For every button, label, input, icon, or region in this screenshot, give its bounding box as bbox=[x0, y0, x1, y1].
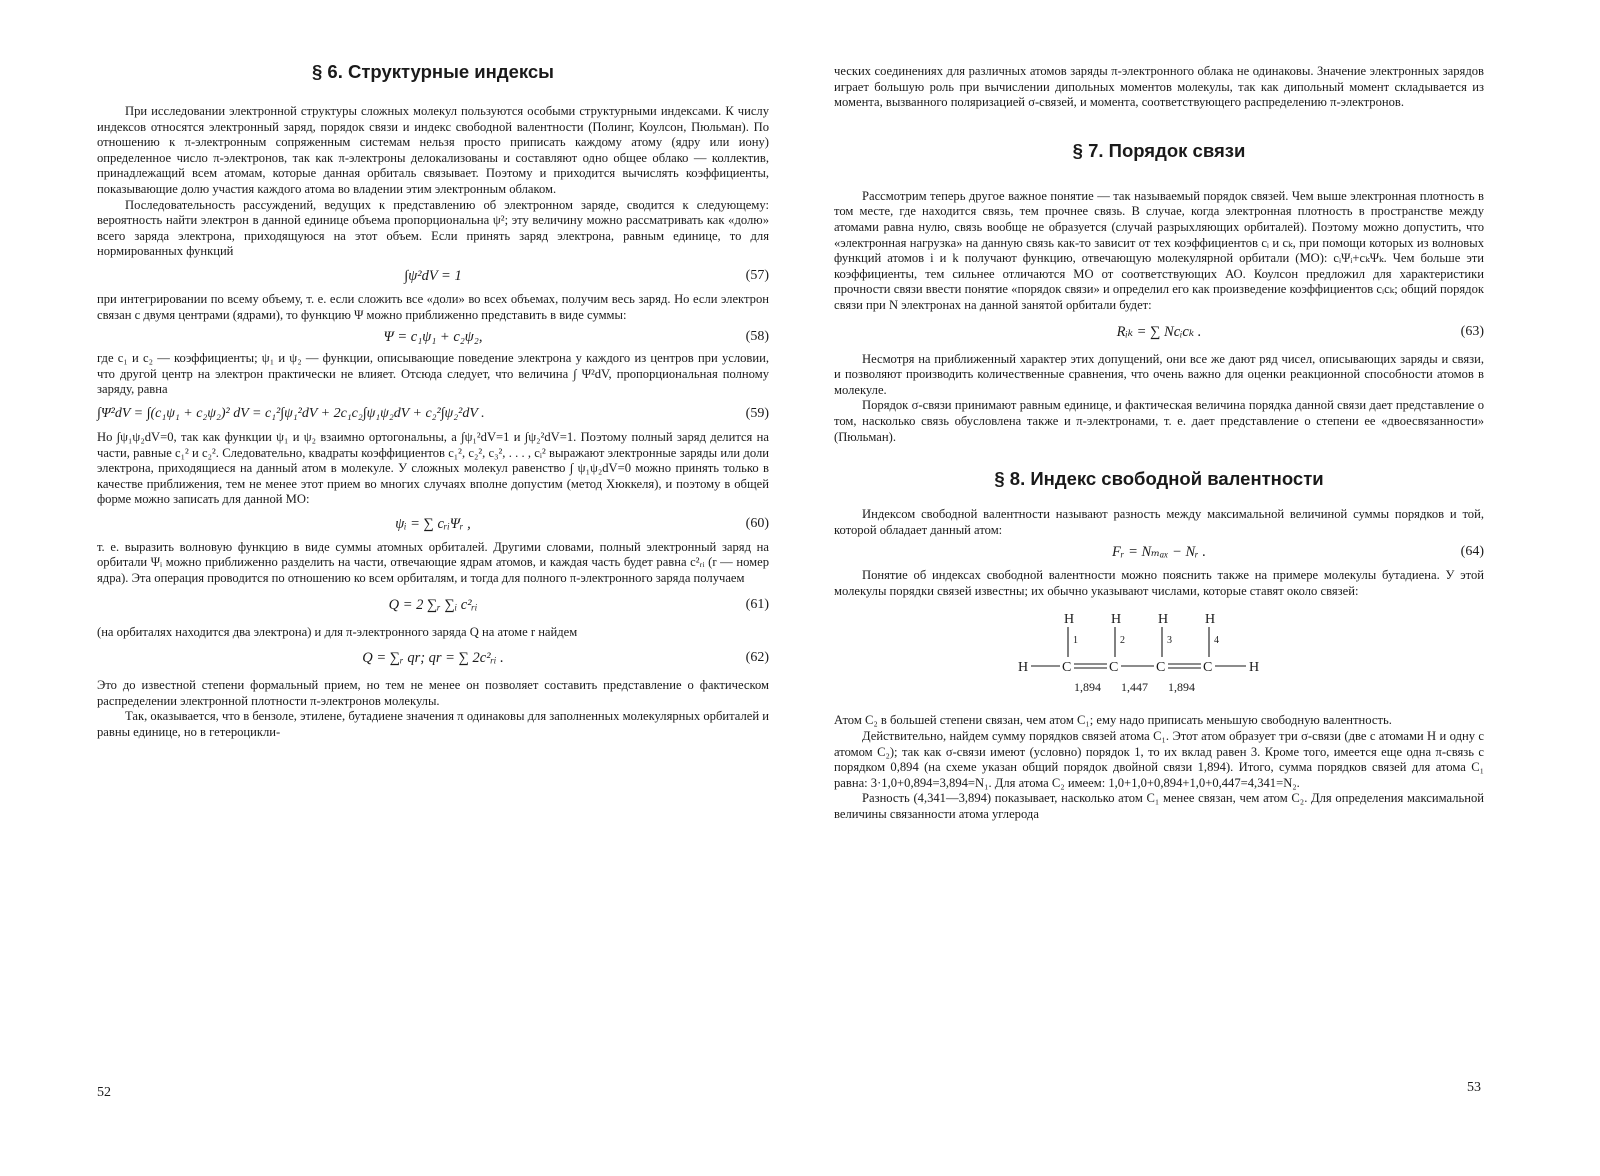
paragraph: Последовательность рассуждений, ведущих к представлению об электронном заряде, сводится к следующему: вероятность найти электрон в данной единице объема пропорциональна ψ²; эту величину можно рассматривать как «долю» всего заряда электрона, приходящуюся на этот объем. Если принять заряд электрона, равным единице, то для нормированных функций bbox=[97, 197, 769, 259]
paragraph: Действительно, найдем сумму порядков связей атома C₁. Этот атом образует три σ-связи (две с атомами H и одну с атомом C₂); так как σ-связи имеют (условно) порядок 1, то их вклад равен 3. Кроме того, имеется еще одна π-связь с порядком 0,894 (на схеме указан общий порядок двойной связи 1,894). Итого, сумма порядков связей для атома C₁ равна: 3·1,0+0,894=3,894=N₁. Для атома C₂ имеем: 1,0+1,0+0,894+1,0+0,447=4,341=N₂. bbox=[834, 729, 1484, 790]
paragraph: Понятие об индексах свободной валентности можно пояснить также на примере молекулы бутадиена. У этой молекулы порядки связей известны; их обычно указывают числами, которые ставят около связей: bbox=[834, 568, 1484, 598]
position-label: 1 bbox=[1073, 635, 1078, 647]
equation-number: (63) bbox=[1460, 323, 1484, 339]
equation-63 bbox=[834, 322, 1484, 342]
equation-61 bbox=[97, 595, 769, 615]
paragraph: Разность (4,341—3,894) показывает, насколько атом C₁ менее связан, чем атом C₂. Для определения максимальной величины связанности атома углерода bbox=[834, 791, 1484, 822]
paragraph: Порядок σ-связи принимают равным единице, и фактическая величина порядка данной связи дает представление о том, насколько связь обусловлена также и π-электронами, т. е. дает представление о степени ее «двоесвязанности» (Пюльман). bbox=[834, 398, 1484, 444]
paragraph: т. е. выразить волновую функцию в виде суммы атомных орбиталей. Другими словами, полный электронный заряд на орбитали Ψᵢ можно приближенно разделить на части, отвечающие ядрам атомов, и каждая часть будет равна c²ᵣᵢ (r — номер ядра). Эта операция проводится по отношению ко всем орбиталям, и тогда для полного π-электронного заряда получаем bbox=[97, 539, 769, 586]
bond-order-label: 1,894 bbox=[1074, 680, 1101, 695]
equation-59 bbox=[97, 404, 769, 424]
section-heading-8: § 8. Индекс свободной валентности bbox=[994, 468, 1324, 490]
equation-62 bbox=[97, 648, 769, 668]
position-label: 4 bbox=[1214, 635, 1219, 647]
atom-h: H bbox=[1158, 612, 1169, 628]
paragraph: Атом C₂ в большей степени связан, чем атом C₁; ему надо приписать меньшую свободную валентность. bbox=[834, 713, 1392, 728]
atom-c: C bbox=[1156, 660, 1166, 676]
paragraph: ческих соединениях для различных атомов заряды π-электронного облака не одинаковы. Значение электронных зарядов играет большую роль при вычислении дипольных моментов молекулы, так как дипольный момент складывается из момента, вызванного поляризацией σ-связей, и момента, соответствующего распределению π-электронов. bbox=[834, 64, 1484, 110]
equation-body: Q = 2 ∑ᵣ ∑ᵢ c²ᵣᵢ bbox=[388, 596, 478, 613]
bond-order-label: 1,894 bbox=[1168, 680, 1195, 695]
paragraph: (на орбиталях находится два электрона) и для π-электронного заряда Q на атоме r найдем bbox=[97, 624, 578, 639]
page-number: 52 bbox=[97, 1085, 111, 1100]
right-page bbox=[800, 0, 1600, 1176]
atom-h: H bbox=[1064, 612, 1075, 628]
atom-c: C bbox=[1109, 660, 1119, 676]
equation-60 bbox=[97, 514, 769, 534]
equation-64 bbox=[834, 542, 1484, 562]
equation-body: ψᵢ = ∑ cᵣᵢΨᵣ , bbox=[395, 515, 471, 532]
atom-c: C bbox=[1062, 660, 1072, 676]
position-label: 3 bbox=[1167, 635, 1172, 647]
atom-h: H bbox=[1111, 612, 1122, 628]
paragraph: Так, оказывается, что в бензоле, этилене, бутадиене значения π одинаковы для заполненных молекулярных орбиталей и равны единице, но в гетероцикли- bbox=[97, 709, 769, 740]
paragraph: При исследовании электронной структуры сложных молекул пользуются особыми структурными индексами. К числу индексов относятся электронный заряд, порядок связи и индекс свободной валентности (Полинг, Коулсон, Пюльман). По отношению к π-электронным сопряженным системам нельзя просто приписать каждому атому (ядру или иону) определенное число π-электронов, так как π-электроны делокализованы и составляют одно общее облако — коллектив, принадлежащий всем атомам, которые данная орбиталь связывает. Поэтому и приходится вычислять коэффициенты, показывающие долю участия каждого атома во владении этим электронным облаком. bbox=[97, 104, 769, 196]
equation-58 bbox=[97, 327, 769, 347]
equation-number: (58) bbox=[745, 329, 769, 345]
equation-number: (59) bbox=[745, 405, 769, 421]
butadiene-structure-diagram bbox=[1004, 605, 1314, 705]
page-number: 53 bbox=[1467, 1080, 1481, 1095]
equation-body: Fᵣ = Nₘₐₓ − Nᵣ . bbox=[1112, 544, 1206, 561]
equation-number: (61) bbox=[745, 596, 769, 612]
equation-number: (60) bbox=[745, 515, 769, 531]
left-column bbox=[97, 60, 769, 741]
equation-number: (57) bbox=[745, 267, 769, 283]
equation-number: (64) bbox=[1460, 544, 1484, 560]
atom-h: H bbox=[1205, 612, 1216, 628]
atom-h: H bbox=[1018, 660, 1029, 676]
section-heading-7: § 7. Порядок связи bbox=[1072, 139, 1246, 161]
paragraph: Это до известной степени формальный прием, но тем не менее он позволяет составить представление о фактическом распределении электронной плотности π-электронов молекулы. bbox=[97, 678, 769, 708]
atom-c: C bbox=[1203, 660, 1213, 676]
equation-57 bbox=[97, 266, 769, 286]
position-label: 2 bbox=[1120, 635, 1125, 647]
equation-body: ∫ψ²dV = 1 bbox=[404, 267, 462, 284]
equation-body: Ψ = c₁ψ₁ + c₂ψ₂, bbox=[383, 329, 483, 346]
right-column bbox=[834, 64, 1484, 823]
section-heading-6: § 6. Структурные индексы bbox=[312, 61, 554, 82]
equation-body: Rᵢₖ = ∑ Ncᵢcₖ . bbox=[1116, 323, 1202, 340]
paragraph: Индексом свободной валентности называют разность между максимальной величиной суммы порядков и той, которой обладает данный атом: bbox=[834, 507, 1484, 537]
paragraph: где c₁ и c₂ — коэффициенты; ψ₁ и ψ₂ — функции, описывающие поведение электрона у каждого из центров при условии, что другой центр на электрон практически не влияет. Отсюда следует, что величина ∫ Ψ²dV, пропорциональная полному заряду, равна bbox=[97, 351, 769, 397]
equation-body: Q = ∑ᵣ qr; qr = ∑ 2c²ᵣᵢ . bbox=[362, 650, 504, 667]
paragraph: Но ∫ψ₁ψ₂dV=0, так как функции ψ₁ и ψ₂ взаимно ортогональны, а ∫ψ₁²dV=1 и ∫ψ₂²dV=1. Поэтому полный заряд делится на части, равные c₁² и c₂². Следовательно, квадраты коэффициентов c₁², c₂², c₃², . . . , cᵢ² выражают электронные заряды или доли электрона, приходящиеся на данный атом в молекуле. У сложных молекул равенство ∫ ψ₁ψ₂dV=0 можно принять только в качестве приближения, тем не менее этот прием во многих случаях вполне допустим (метод Хюккеля), и поэтому в общей форме можно записать для данной МО: bbox=[97, 429, 769, 507]
equation-number: (62) bbox=[745, 650, 769, 666]
paragraph: при интегрировании по всему объему, т. е. если сложить все «доли» во всех объемах, получим весь заряд. Но если электрон связан с двумя центрами (ядрами), то функцию Ψ можно приближенно представить в виде суммы: bbox=[97, 291, 769, 322]
paragraph: Рассмотрим теперь другое важное понятие — так называемый порядок связей. Чем выше электронная плотность в том месте, где находится связь, тем прочнее связь. В случае, когда электронная плотность в пространстве между атомами равна нулю, связь вообще не образуется (случай разрыхляющих орбиталей). Поэтому можно допустить, что «электронная нагрузка» на данную связь как-то зависит от тех коэффициентов cᵢ и cₖ, при помощи которых из волновых функций атомов i и k получают функцию, отвечающую молекулярной орбитали (МО): cᵢΨᵢ+cₖΨₖ. Чем больше эти коэффициенты, тем сильнее отличаются МО от соответствующих АО. Коулсон предложил для характеристики прочности связи ввести понятие «порядок связи» и определил его как произведение коэффициентов cᵢcₖ; общий порядок связи при N электронах на данной занятой орбитали будет: bbox=[834, 188, 1484, 312]
atom-h: H bbox=[1249, 660, 1260, 676]
paragraph: Несмотря на приближенный характер этих допущений, они все же дают ряд чисел, описывающих заряды и связи, и позволяют производить количественные сравнения, что очень важно для оценки реакционной способности атомов в молекуле. bbox=[834, 351, 1484, 397]
bond-order-label: 1,447 bbox=[1121, 680, 1148, 695]
equation-body: ∫Ψ²dV = ∫(c₁ψ₁ + c₂ψ₂)² dV = c₁²∫ψ₁²dV + 2c₁c₂∫ψ₁ψ₂dV + c₂²∫ψ₂²dV . bbox=[97, 405, 485, 421]
